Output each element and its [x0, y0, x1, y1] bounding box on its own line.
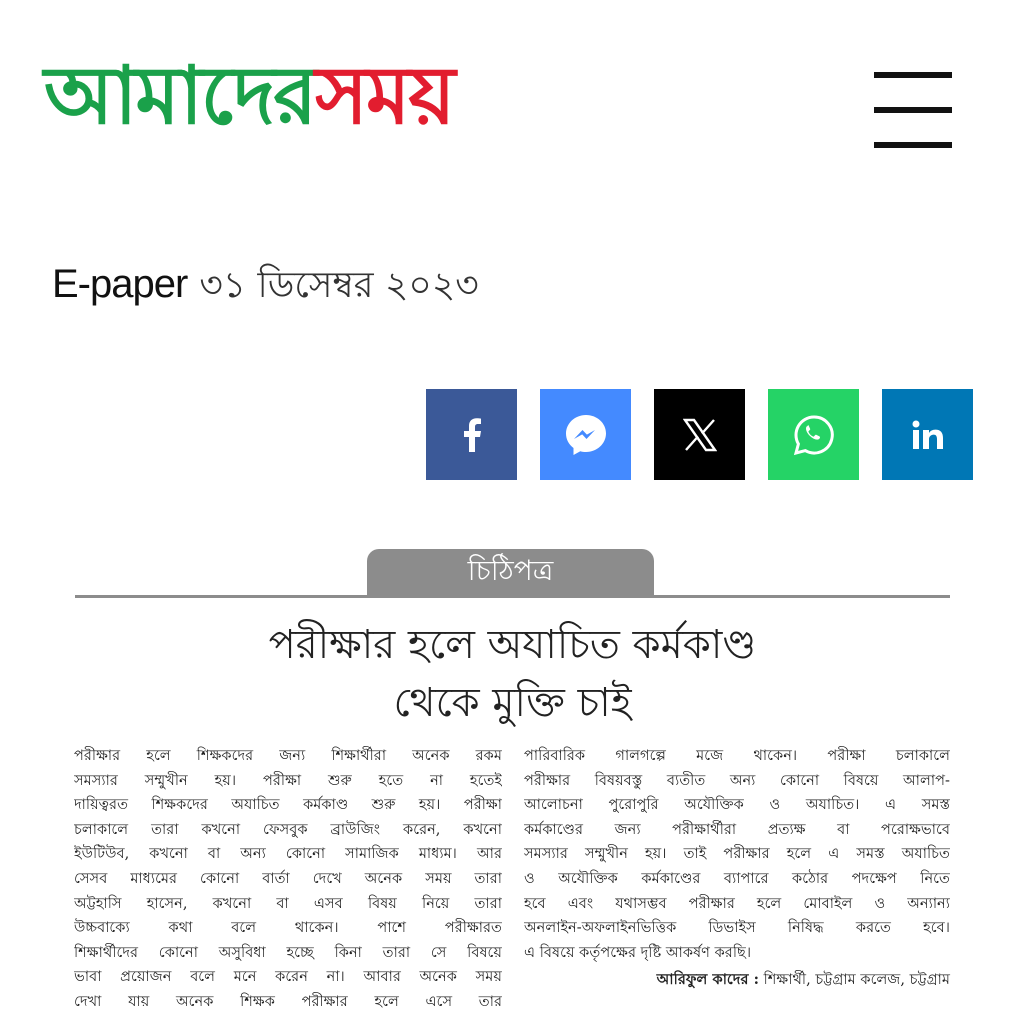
text-line: সেসব মাধ্যমের কোনো বার্তা দেখে অনেক সময় তারা — [74, 869, 502, 887]
share-linkedin-button[interactable] — [882, 389, 973, 480]
share-facebook-button[interactable] — [426, 389, 517, 480]
text-line: ও অযৌক্তিক কর্মকাণ্ডের ব্যাপারে কঠোর পদক্ষেপ নিতে — [524, 869, 950, 887]
text-line: চলাকালে তারা কখনো ফেসবুক ব্রাউজিং করেন, কখনো — [74, 820, 502, 838]
article-headline — [75, 616, 950, 732]
section-tag: চিঠিপত্র — [367, 549, 654, 596]
menu-bar — [874, 107, 952, 113]
text-line: অট্টহাসি হাসেন, কখনো বা এসব বিষয় নিয়ে তারা — [74, 894, 502, 912]
author-signature — [574, 968, 950, 992]
text-line: আলোচনা পুরোপুরি অযৌক্তিক ও অযাচিত। এ সমস্ত — [524, 796, 950, 814]
share-messenger-button[interactable] — [540, 389, 631, 480]
text-line: দায়িত্বরত শিক্ষকদের অযাচিত কর্মকাণ্ড শুরু হয়। পরীক্ষা — [74, 796, 502, 814]
text-line: পরীক্ষার বিষয়বস্তু ব্যতীত অন্য কোনো বিষয়ে আলাপ- — [524, 771, 950, 789]
facebook-icon — [461, 418, 483, 452]
headline-line-1: পরীক্ষার হলে অযাচিত কর্মকাণ্ড — [268, 622, 757, 668]
text-line: হবে এবং যথাসম্ভব পরীক্ষার হলে মোবাইল ও অন্যান্য — [524, 894, 950, 912]
section-divider — [75, 595, 950, 598]
text-line: সমস্যার সম্মুখীন হয়। তাই পরীক্ষার হলে এ সমস্ত অযাচিত — [524, 845, 950, 863]
text-line: এ বিষয়ে কর্তৃপক্ষের দৃষ্টি আকর্ষণ করছি। — [524, 943, 752, 961]
text-line: সমস্যার সম্মুখীন হয়। পরীক্ষা শুরু হতে না হতেই — [74, 771, 502, 789]
text-line: পারিবারিক গালগল্পে মজে থাকেন। পরীক্ষা চলাকালে — [524, 747, 950, 764]
logo-text-green: আমাদের — [44, 49, 316, 142]
menu-bar — [874, 142, 952, 148]
author-info: শিক্ষার্থী, চট্টগ্রাম কলেজ, চট্টগ্রাম — [763, 971, 950, 988]
text-line: অনলাইন-অফলাইনভিত্তিক ডিভাইস নিষিদ্ধ করতে হবে। — [524, 919, 950, 937]
article-column-1 — [74, 744, 502, 1015]
text-line: ইউটিউব, কখনো বা অন্য কোনো সামাজিক মাধ্যম। আর — [74, 845, 502, 863]
x-icon — [683, 418, 717, 452]
text-line: কর্মকাণ্ডের জন্য পরীক্ষার্থীরা প্রত্যক্ষ বা পরোক্ষভাবে — [524, 820, 950, 838]
text-line: দেখা যায় অনেক শিক্ষক পরীক্ষার হলে এসে তার — [74, 992, 502, 1010]
share-whatsapp-button[interactable] — [768, 389, 859, 480]
epaper-date: ৩১ ডিসেম্বর ২০২৩ — [199, 265, 479, 306]
messenger-icon — [563, 412, 609, 458]
text-line: শিক্ষার্থীদের কোনো অসুবিধা হচ্ছে কিনা তারা সে বিষয়ে — [74, 943, 502, 961]
logo-text-red: সময় — [315, 49, 454, 142]
linkedin-icon — [912, 420, 944, 450]
share-x-button[interactable] — [654, 389, 745, 480]
epaper-label: E-paper — [52, 262, 188, 306]
text-line: উচ্চবাক্যে কথা বলে থাকেন। পাশে পরীক্ষারত — [74, 919, 502, 937]
whatsapp-icon — [793, 414, 835, 456]
hamburger-icon[interactable] — [874, 72, 952, 148]
article-column-2 — [524, 744, 950, 965]
headline-line-2: থেকে মুক্তি চাই — [393, 680, 632, 726]
author-name: আরিফুল কাদের : — [656, 971, 759, 988]
site-logo[interactable] — [44, 34, 724, 158]
text-line: পরীক্ষার হলে শিক্ষকদের জন্য শিক্ষার্থীরা অনেক রকম — [74, 747, 502, 764]
menu-bar — [874, 72, 952, 78]
epaper-date-line — [52, 256, 479, 314]
text-line: ভাবা প্রয়োজন বলে মনে করেন না। আবার অনেক সময় — [74, 968, 502, 986]
